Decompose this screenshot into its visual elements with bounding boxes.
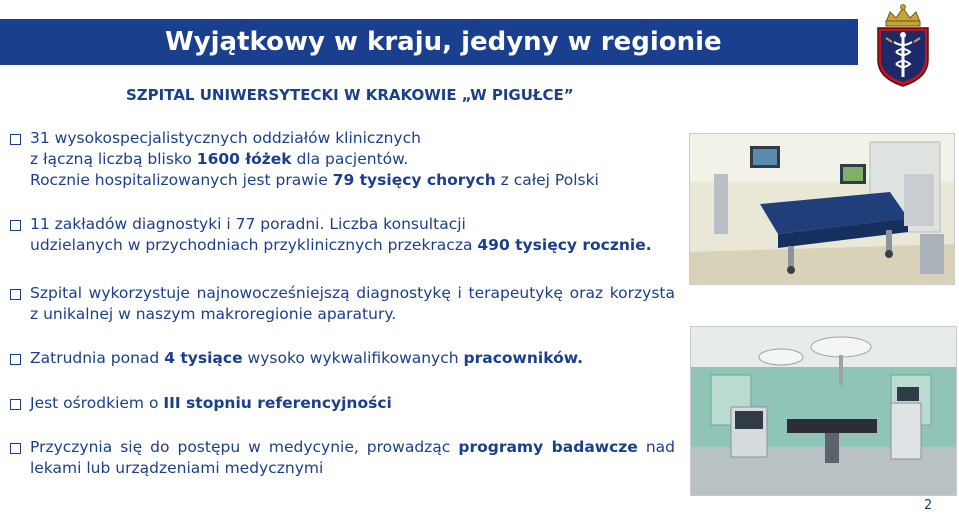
text-segment: nad lekami lub urządzeniami medycznymi [30,438,675,477]
bullet-text [30,437,675,479]
bullet-staff [10,348,675,369]
page-title: Wyjątkowy w kraju, jedyny w regionie [165,27,722,57]
checkbox-square-icon [10,354,21,365]
bullet-text [30,214,675,256]
bold-text: III stopniu referencyjności [163,394,392,412]
bullet-text [30,128,675,191]
bullet-text [30,348,675,369]
text-segment: udzielanych w przychodniach przyklinicznych przekracza [30,236,478,254]
text-segment: Szpital wykorzystuje najnowocześniejszą diagnostykę i terapeutykę oraz korzysta z unikalnej w naszym makroregionie aparatury. [30,284,675,323]
checkbox-square-icon [10,289,21,300]
text-segment: wysoko wykwalifikowanych [242,349,464,367]
text-segment: Liczba konsultacji [324,215,466,233]
bullet-research [10,437,675,479]
checkbox-square-icon [10,399,21,410]
text-segment: z całej Polski [495,171,599,189]
text-segment: Zatrudnia ponad [30,349,165,367]
checkbox-square-icon [10,134,21,145]
bold-text: 1600 łóżek [196,150,292,168]
bullet-text [30,283,675,325]
text-segment: 11 zakładów diagnostyki i 77 poradni. [30,215,325,233]
text-segment: z łączną liczbą blisko [30,150,197,168]
text-segment: Rocznie hospitalizowanych jest prawie [30,171,333,189]
bold-text: 79 tysięcy chorych [332,171,496,189]
icu-room-photo [689,133,955,285]
text-segment: 31 wysokospecjalistycznych oddziałów klinicznych [30,129,421,147]
bold-text: 490 tysięcy rocznie. [477,236,652,254]
bullet-departments [10,128,675,191]
subtitle: SZPITAL UNIWERSYTECKI W KRAKOWIE „W PIGUŁCE” [126,86,574,104]
hospital-crest-logo [872,2,934,88]
bullet-diagnostics [10,214,675,256]
page-number: 2 [924,498,933,513]
bold-text: 4 tysiące [164,349,243,367]
bold-text: pracowników. [463,349,583,367]
checkbox-square-icon [10,443,21,454]
text-segment: Jest ośrodkiem o [30,394,164,412]
operating-room-photo [690,326,957,496]
text-segment: dla pacjentów. [291,150,409,168]
bullet-text [30,393,675,414]
text-segment: Przyczynia się do postępu w medycynie, prowadząc [30,438,459,456]
bullet-reference [10,393,675,414]
checkbox-square-icon [10,220,21,231]
bold-text: programy badawcze [458,438,638,456]
bullet-technology [10,283,675,325]
